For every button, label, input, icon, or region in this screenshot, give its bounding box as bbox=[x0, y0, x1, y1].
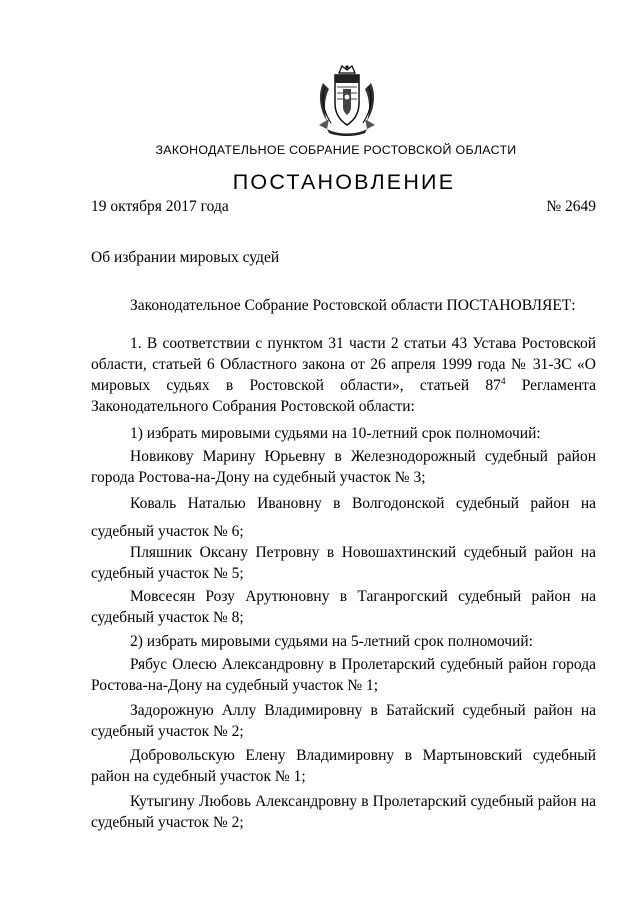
clause-1-superscript: 4 bbox=[500, 375, 506, 386]
list-item: 2) избрать мировыми судьями на 5-летний срок полномочий: bbox=[130, 633, 533, 650]
rostov-oblast-coat-of-arms-icon bbox=[315, 63, 379, 137]
list-item: Коваль Наталью Ивановну в Волгодонской судебный район на судебный участок № 6; bbox=[91, 495, 596, 540]
list-item: Задорожную Аллу Владимировну в Батайский судебный район на судебный участок № 2; bbox=[91, 702, 596, 740]
list-item: Рябус Олесю Александровну в Пролетарский судебный район города Ростова-на-Дону на судебный участок № 1; bbox=[91, 656, 596, 694]
list-item: Пляшник Оксану Петровну в Новошахтинский судебный район на судебный участок № 5; bbox=[91, 544, 596, 582]
document-number: № 2649 bbox=[546, 198, 596, 215]
organization-name: ЗАКОНОДАТЕЛЬНОЕ СОБРАНИЕ РОСТОВСКОЙ ОБЛАСТИ bbox=[155, 143, 517, 157]
list-item: Новикову Марину Юрьевну в Железнодорожный судебный район города Ростова-на-Дону на судебный участок № 3; bbox=[91, 448, 596, 486]
document-type-title: ПОСТАНОВЛЕНИЕ bbox=[232, 170, 456, 194]
clause-1-text-end: Регламента Законодательного Собрания Ростовской области: bbox=[91, 377, 596, 415]
list-item: Добровольскую Елену Владимировну в Мартыновский судебный район на судебный участок № 1; bbox=[91, 747, 596, 785]
document-subject: Об избрании мировых судей bbox=[91, 249, 280, 266]
list-item: Кутыгину Любовь Александровну в Пролетарский судебный район на судебный участок № 2; bbox=[91, 793, 596, 831]
preamble: Законодательное Собрание Ростовской области ПОСТАНОВЛЯЕТ: bbox=[130, 297, 576, 314]
clause-1-text: 1. В соответствии с пунктом 31 части 2 статьи 43 Устава Ростовской области, статьей 6 Областного закона от 26 апреля 1999 года № 31-ЗС «О мировых судьях в Ростовской области», статьей 87 bbox=[91, 335, 596, 394]
list-item: 1) избрать мировыми судьями на 10-летний срок полномочий: bbox=[130, 425, 541, 442]
document-date: 19 октября 2017 года bbox=[91, 198, 229, 215]
list-item: Мовсесян Розу Арутюновну в Таганрогский судебный район на судебный участок № 8; bbox=[91, 588, 596, 626]
clause-1 bbox=[91, 333, 596, 417]
